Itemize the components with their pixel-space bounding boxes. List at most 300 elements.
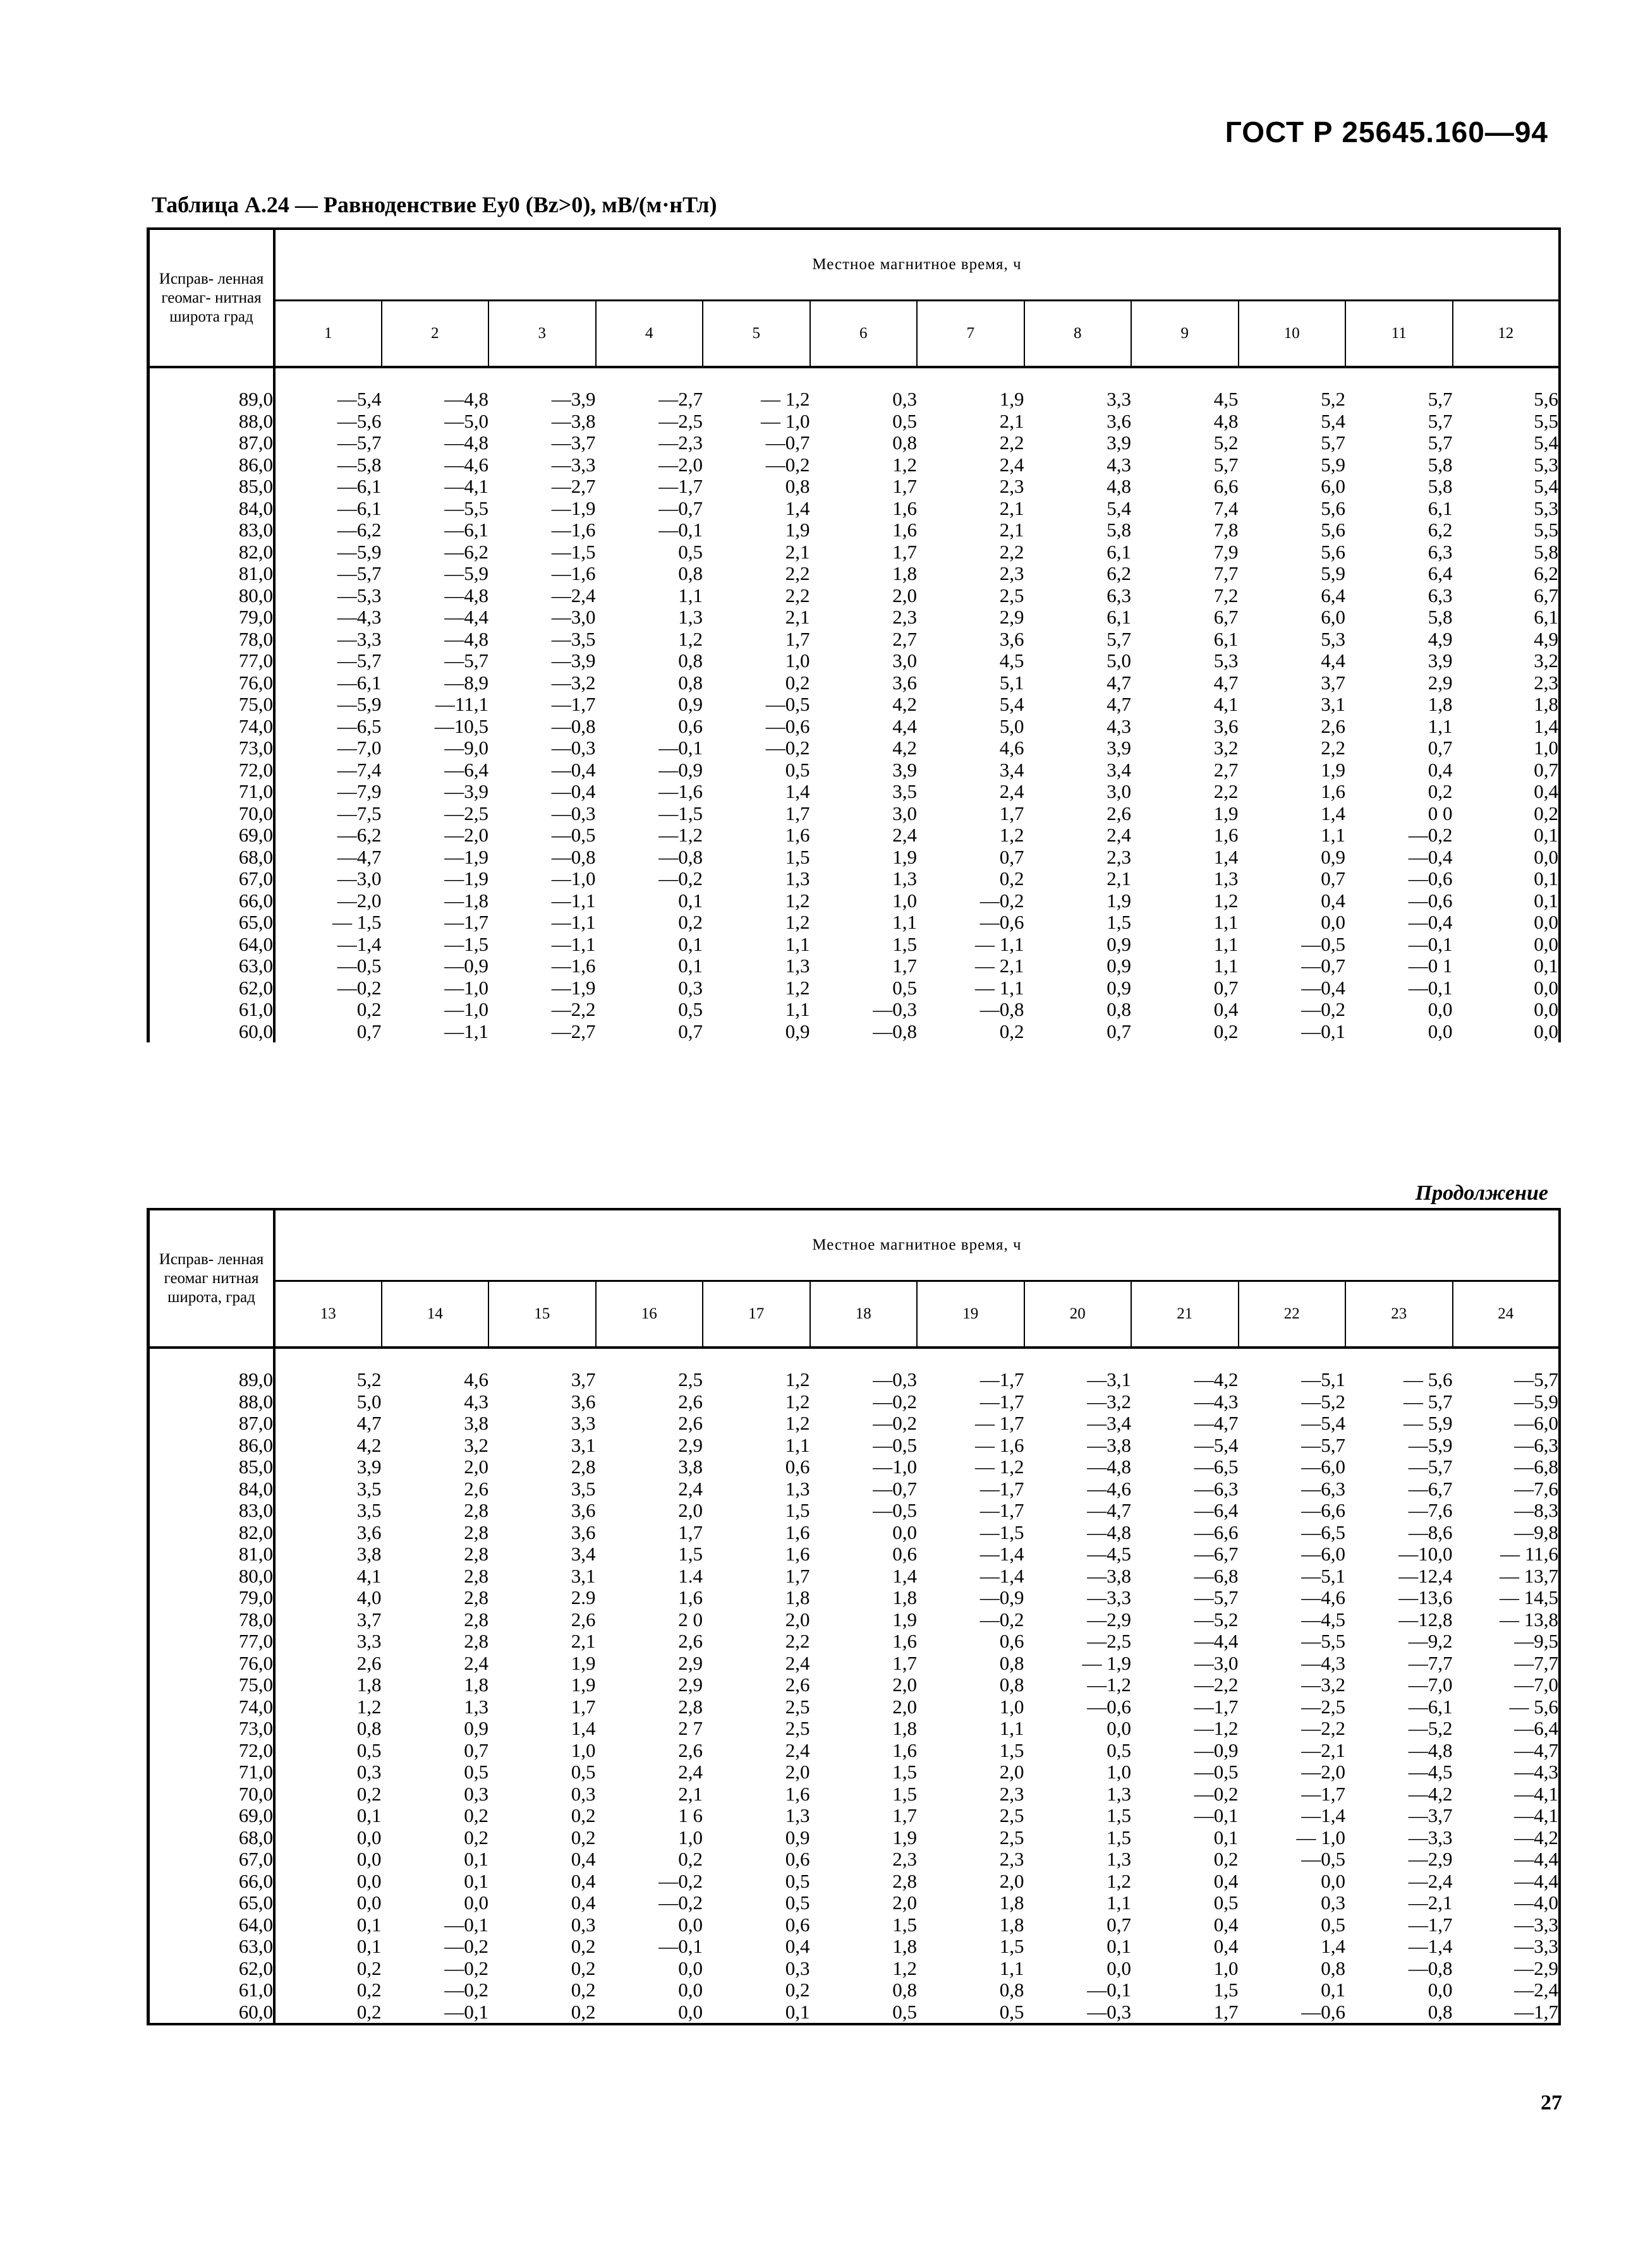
value-cell: 3,5	[356, 1499, 382, 1521]
value-cell: —5,4	[1301, 1412, 1345, 1434]
value-cell: 1,8	[892, 562, 917, 584]
value-cell: 1,6	[892, 497, 917, 519]
value-cell: 2,1	[785, 540, 810, 563]
value-cell: 3,9	[356, 1456, 382, 1478]
value-cell: 1,4	[1453, 716, 1560, 738]
value-cell: 0,8	[999, 1979, 1024, 2001]
value-cell: —3,9	[551, 388, 596, 410]
value-cell: —13,6	[1398, 1586, 1453, 1608]
value-cell: —0,5	[765, 693, 810, 715]
value-cell: 1,7	[999, 802, 1024, 824]
table-row	[149, 1543, 1560, 1565]
table-row	[149, 650, 1560, 672]
value-cell: —2,1	[1301, 1739, 1345, 1761]
value-cell: 2,0	[892, 584, 917, 606]
value-cell: —1,6	[551, 562, 596, 584]
value-cell: 2,0	[999, 1869, 1024, 1892]
value-cell: 2,6	[678, 1739, 703, 1761]
value-cell: 0,8	[1428, 2000, 1453, 2023]
value-cell: —7,9	[337, 780, 382, 802]
value-cell: 3,6	[571, 1390, 596, 1413]
value-cell: 0,1	[1453, 955, 1560, 977]
value-cell: 2,0	[785, 1761, 810, 1783]
value-cell: 0,1	[678, 955, 703, 977]
value-cell: 1,1	[785, 998, 810, 1020]
value-cell: 1,2	[785, 911, 810, 933]
value-cell: —6,5	[1301, 1521, 1345, 1543]
value-cell: 0,2	[356, 2000, 382, 2023]
value-cell: 1,6	[1213, 824, 1239, 846]
value-cell: —2,5	[658, 409, 703, 432]
value-cell: 1,4	[785, 497, 810, 519]
value-cell: —0,1	[658, 519, 703, 541]
value-cell: 0,5	[892, 976, 917, 999]
value-cell: 2,4	[892, 824, 917, 846]
value-cell: 2,4	[678, 1761, 703, 1783]
latitude-cell: 67,0	[149, 1849, 275, 1871]
latitude-cell: 67,0	[149, 868, 275, 890]
value-cell: —2,9	[1453, 1958, 1560, 1980]
value-cell: —5,7	[444, 649, 488, 672]
value-cell: 0,2	[571, 2000, 596, 2023]
value-cell: —4,4	[1453, 1849, 1560, 1871]
value-cell: —2,5	[444, 802, 488, 824]
table-row	[149, 847, 1560, 869]
value-cell: 0,8	[678, 562, 703, 584]
latitude-cell: 62,0	[149, 977, 275, 999]
value-cell: 0,1	[1106, 1935, 1131, 1957]
value-cell: —6,0	[1301, 1543, 1345, 1565]
value-cell: —1,4	[979, 1543, 1024, 1565]
value-cell: —4,8	[1087, 1456, 1131, 1478]
value-cell: —5,9	[444, 562, 488, 584]
value-cell: —0,4	[1408, 911, 1453, 933]
value-cell: 0,8	[678, 649, 703, 672]
table-row	[149, 411, 1560, 433]
value-cell: —0,2	[979, 889, 1024, 912]
value-cell: —0,6	[1301, 2000, 1345, 2023]
value-cell: 5,7	[1106, 627, 1131, 650]
value-cell: 0,7	[1321, 867, 1345, 890]
value-cell: 1,8	[356, 1674, 382, 1696]
value-cell: 1,9	[892, 1608, 917, 1631]
value-cell: 0,1	[1213, 1826, 1239, 1849]
value-cell: 5,1	[999, 671, 1024, 694]
value-cell: 0,0	[1453, 912, 1560, 934]
value-cell: 2,4	[785, 1651, 810, 1674]
value-cell: —0,7	[1301, 955, 1345, 977]
latitude-cell: 83,0	[149, 519, 275, 541]
value-cell: —0,2	[765, 737, 810, 759]
value-cell: — 5,6	[1453, 1696, 1560, 1718]
value-cell: 4,9	[1453, 629, 1560, 651]
value-cell: 1,5	[1106, 1826, 1131, 1849]
table-row	[149, 1958, 1560, 1980]
value-cell: 0,0	[1428, 1020, 1453, 1042]
value-cell: — 1,0	[1296, 1826, 1345, 1849]
value-cell: 2,4	[1106, 824, 1131, 846]
value-cell: 4,6	[999, 737, 1024, 759]
value-cell: —0,5	[1194, 1761, 1239, 1783]
value-cell: —5,2	[1301, 1390, 1345, 1413]
value-cell: 2,3	[892, 1848, 917, 1870]
value-cell: —0,1	[1408, 976, 1453, 999]
value-cell: —9,5	[1453, 1631, 1560, 1653]
table-row	[149, 999, 1560, 1021]
value-cell: —6,7	[1194, 1543, 1239, 1565]
value-cell: 2,0	[999, 1761, 1024, 1783]
value-cell: 0,5	[785, 1869, 810, 1892]
value-cell: 5,6	[1321, 519, 1345, 541]
latitude-cell: 80,0	[149, 585, 275, 607]
value-cell: 0,2	[785, 1979, 810, 2001]
value-cell: —0,1	[658, 737, 703, 759]
value-cell: —3,0	[1194, 1651, 1239, 1674]
value-cell: 0,9	[1321, 845, 1345, 868]
value-cell: —3,1	[1087, 1368, 1131, 1390]
table-row	[149, 1805, 1560, 1827]
value-cell: 0,9	[1106, 976, 1131, 999]
table-row	[149, 977, 1560, 999]
latitude-cell: 75,0	[149, 1674, 275, 1696]
value-cell: —5,7	[1194, 1586, 1239, 1608]
value-cell: —2,7	[658, 388, 703, 410]
value-cell: —0,8	[658, 845, 703, 868]
value-cell: —0,9	[1194, 1739, 1239, 1761]
value-cell: —0,7	[765, 431, 810, 454]
value-cell: —1,4	[979, 1564, 1024, 1587]
value-cell: 1,7	[785, 802, 810, 824]
value-cell: 6,3	[1428, 540, 1453, 563]
value-cell: —4,1	[444, 475, 488, 497]
value-cell: —3,0	[551, 606, 596, 628]
value-cell: —6,7	[1408, 1477, 1453, 1500]
value-cell: 2,8	[464, 1630, 488, 1652]
value-cell: —1,1	[551, 932, 596, 955]
value-cell: —6,1	[444, 519, 488, 541]
value-cell: 2,6	[356, 1651, 382, 1674]
value-cell: 4,6	[464, 1368, 488, 1390]
value-cell: —1,7	[979, 1390, 1024, 1413]
value-cell: —3,9	[444, 780, 488, 802]
value-cell: 1,3	[785, 1477, 810, 1500]
value-cell: 2,7	[1213, 758, 1239, 781]
value-cell: —4,3	[1301, 1651, 1345, 1674]
value-cell: 2,1	[999, 519, 1024, 541]
value-cell: 1,1	[785, 1433, 810, 1456]
value-cell: —0,8	[551, 715, 596, 737]
value-cell: 0,0	[678, 1957, 703, 1979]
value-cell: 5,9	[1321, 453, 1345, 476]
hour-header: 19	[917, 1281, 1024, 1348]
value-cell: 1,4	[571, 1717, 596, 1739]
value-cell: 0,3	[678, 976, 703, 999]
value-cell: 2,3	[999, 1782, 1024, 1805]
value-cell: —2,2	[551, 998, 596, 1020]
data-table	[147, 227, 1561, 1042]
value-cell: —1,6	[551, 955, 596, 977]
value-cell: 6,7	[1213, 606, 1239, 628]
value-cell: 1,2	[785, 889, 810, 912]
table-row	[149, 1478, 1560, 1500]
value-cell: —1,0	[873, 1456, 917, 1478]
table-caption: Таблица А.24 — Равноденствие Ey0 (Bz>0), мВ/(м·нТл)	[152, 192, 717, 217]
value-cell: —3,3	[337, 627, 382, 650]
value-cell: 6,4	[1321, 584, 1345, 606]
value-cell: 5,6	[1321, 540, 1345, 563]
value-cell: 0,7	[1106, 1913, 1131, 1936]
value-cell: —3,3	[1087, 1586, 1131, 1608]
value-cell: 0,1	[1453, 868, 1560, 890]
value-cell: —0,8	[873, 1020, 917, 1042]
value-cell: 3,6	[892, 671, 917, 694]
latitude-cell: 74,0	[149, 1696, 275, 1718]
table-row	[149, 1369, 1560, 1391]
value-cell: 2,3	[999, 475, 1024, 497]
value-cell: —5,3	[337, 584, 382, 606]
value-cell: 4,5	[999, 649, 1024, 672]
value-cell: 3,4	[999, 758, 1024, 781]
value-cell: —2,5	[1301, 1695, 1345, 1718]
value-cell: —6,0	[1301, 1456, 1345, 1478]
value-cell: 1,0	[785, 649, 810, 672]
value-cell: 2,8	[464, 1564, 488, 1587]
table-row	[149, 1021, 1560, 1043]
value-cell: 6,2	[1428, 519, 1453, 541]
latitude-cell: 86,0	[149, 1435, 275, 1457]
value-cell: —0,3	[551, 737, 596, 759]
value-cell: 2,2	[785, 584, 810, 606]
value-cell: 0,2	[464, 1804, 488, 1826]
table-row	[149, 716, 1560, 738]
value-cell: —5,9	[337, 693, 382, 715]
value-cell: 1,0	[892, 889, 917, 912]
value-cell: 1,3	[1106, 1782, 1131, 1805]
value-cell: —6,6	[1301, 1499, 1345, 1521]
latitude-cell: 68,0	[149, 847, 275, 869]
value-cell: —10,0	[1398, 1543, 1453, 1565]
value-cell: 4,7	[1106, 671, 1131, 694]
value-cell: 0,4	[1213, 998, 1239, 1020]
value-cell: 0,0	[678, 1913, 703, 1936]
value-cell: 0,7	[1453, 759, 1560, 781]
latitude-cell: 71,0	[149, 781, 275, 803]
value-cell: —3,9	[551, 649, 596, 672]
hour-header: 6	[810, 301, 918, 368]
value-cell: 3,9	[1106, 737, 1131, 759]
value-cell: —8,9	[444, 671, 488, 694]
value-cell: —3,8	[1087, 1564, 1131, 1587]
hour-header: 18	[810, 1281, 918, 1348]
value-cell: 1,2	[999, 824, 1024, 846]
value-cell: —7,7	[1408, 1651, 1453, 1674]
value-cell: 0,8	[892, 1979, 917, 2001]
value-cell: 0,9	[464, 1717, 488, 1739]
value-cell: 4,0	[356, 1586, 382, 1608]
latitude-cell: 62,0	[149, 1958, 275, 1980]
value-cell: —7,5	[337, 802, 382, 824]
value-cell: 6,1	[1106, 606, 1131, 628]
value-cell: 1,7	[571, 1695, 596, 1718]
value-cell: 1,7	[892, 1804, 917, 1826]
value-cell: 2,3	[999, 1848, 1024, 1870]
value-cell: 7,7	[1213, 562, 1239, 584]
value-cell: 1,4	[892, 1564, 917, 1587]
value-cell: 1,3	[892, 867, 917, 890]
value-cell: — 1,1	[975, 932, 1024, 955]
value-cell: 7,8	[1213, 519, 1239, 541]
value-cell: 0,2	[571, 1957, 596, 1979]
value-cell: —1,7	[1408, 1913, 1453, 1936]
value-cell: 0,3	[571, 1782, 596, 1805]
hours-header-row	[149, 301, 1560, 368]
value-cell: 4,7	[1106, 693, 1131, 715]
value-cell: — 1,6	[975, 1433, 1024, 1456]
value-cell: —1,4	[1301, 1804, 1345, 1826]
value-cell: 5,7	[1428, 431, 1453, 454]
latitude-cell: 64,0	[149, 1914, 275, 1936]
value-cell: 2,1	[1106, 867, 1131, 890]
value-cell: 0,5	[1321, 1913, 1345, 1936]
value-cell: 0,2	[356, 1979, 382, 2001]
value-cell: 1,8	[1428, 693, 1453, 715]
standard-designation: ГОСТ Р 25645.160—94	[1225, 116, 1548, 148]
value-cell: 1,9	[892, 1826, 917, 1849]
value-cell: 2,0	[785, 1608, 810, 1631]
value-cell: 2,6	[571, 1608, 596, 1631]
value-cell: 3,2	[1453, 650, 1560, 672]
value-cell: —0,1	[444, 2000, 488, 2023]
value-cell: 1,4	[1213, 845, 1239, 868]
value-cell: — 1,7	[975, 1412, 1024, 1434]
value-cell: 0,6	[892, 1543, 917, 1565]
value-cell: 5,8	[1428, 475, 1453, 497]
latitude-cell: 89,0	[149, 389, 275, 411]
value-cell: 0,2	[999, 1020, 1024, 1042]
value-cell: 6,2	[1106, 562, 1131, 584]
value-cell: —3,7	[1408, 1804, 1453, 1826]
value-cell: 4,3	[1106, 453, 1131, 476]
latitude-cell: 89,0	[149, 1369, 275, 1391]
hour-header: 9	[1131, 301, 1239, 368]
value-cell: 2,9	[999, 606, 1024, 628]
value-cell: 1,1	[785, 932, 810, 955]
value-cell: 3,8	[678, 1456, 703, 1478]
hours-header-row	[149, 1281, 1560, 1348]
value-cell: —5,2	[1194, 1608, 1239, 1631]
value-cell: 2,0	[678, 1499, 703, 1521]
value-cell: —6,8	[1453, 1456, 1560, 1478]
value-cell: —1,9	[444, 867, 488, 890]
table-row	[149, 694, 1560, 716]
value-cell: —4,5	[1408, 1761, 1453, 1783]
value-cell: 0,0	[1106, 1957, 1131, 1979]
hour-header: 5	[703, 301, 810, 368]
value-cell: 1,2	[1213, 889, 1239, 912]
value-cell: 3,5	[571, 1477, 596, 1500]
value-cell: 0,0	[1428, 1979, 1453, 2001]
value-cell: —4,6	[1301, 1586, 1345, 1608]
latitude-cell: 60,0	[149, 1021, 275, 1043]
value-cell: —2,0	[337, 889, 382, 912]
value-cell: 2,0	[464, 1456, 488, 1478]
value-cell: —4,1	[1453, 1783, 1560, 1806]
value-cell: 0,6	[785, 1913, 810, 1936]
value-cell: 0,2	[571, 1979, 596, 2001]
value-cell: —0,6	[1408, 889, 1453, 912]
value-cell: 0,7	[678, 1020, 703, 1042]
value-cell: 1,1	[999, 1717, 1024, 1739]
value-cell: —4,3	[1194, 1390, 1239, 1413]
value-cell: —4,8	[444, 388, 488, 410]
value-cell: 4,8	[1106, 475, 1131, 497]
value-cell: 2,6	[1321, 715, 1345, 737]
value-cell: 0,0	[1321, 911, 1345, 933]
latitude-cell: 71,0	[149, 1761, 275, 1783]
value-cell: 1,7	[785, 1564, 810, 1587]
value-cell: —2,4	[551, 584, 596, 606]
value-cell: 1,7	[1213, 2000, 1239, 2023]
value-cell: 0,6	[785, 1848, 810, 1870]
value-cell: 0,3	[785, 1957, 810, 1979]
value-cell: —0,2	[979, 1608, 1024, 1631]
value-cell: —0,8	[551, 845, 596, 868]
hour-header: 17	[703, 1281, 810, 1348]
value-cell: —1,9	[551, 976, 596, 999]
value-cell: 1,3	[785, 1804, 810, 1826]
latitude-cell: 87,0	[149, 1413, 275, 1435]
value-cell: 0,9	[1106, 932, 1131, 955]
table-row	[149, 1435, 1560, 1457]
latitude-cell: 70,0	[149, 803, 275, 825]
value-cell: 0,6	[999, 1630, 1024, 1652]
value-cell: 0,2	[678, 911, 703, 933]
latitude-cell: 66,0	[149, 1871, 275, 1893]
value-cell: 0,0	[356, 1869, 382, 1892]
value-cell: 6,6	[1213, 475, 1239, 497]
value-cell: —0,4	[551, 780, 596, 802]
value-cell: —3,4	[1087, 1412, 1131, 1434]
value-cell: —7,7	[1453, 1653, 1560, 1675]
value-cell: 5,8	[1428, 606, 1453, 628]
value-cell: 3,9	[892, 758, 917, 781]
value-cell: —6,6	[1194, 1521, 1239, 1543]
value-cell: 1,9	[571, 1674, 596, 1696]
value-cell: 3,7	[571, 1368, 596, 1390]
value-cell: —3,8	[551, 409, 596, 432]
value-cell: —1,7	[551, 693, 596, 715]
value-cell: 0,2	[356, 1957, 382, 1979]
value-cell: 0,4	[1321, 889, 1345, 912]
value-cell: 0,4	[1213, 1869, 1239, 1892]
value-cell: —4,1	[1453, 1805, 1560, 1827]
value-cell: 2,1	[678, 1782, 703, 1805]
value-cell: —5,2	[1408, 1717, 1453, 1739]
value-cell: —6,5	[337, 715, 382, 737]
value-cell: —1,5	[551, 540, 596, 563]
table-hours-1-12	[147, 227, 1561, 1042]
value-cell: 1,6	[678, 1586, 703, 1608]
value-cell: 3,6	[571, 1521, 596, 1543]
value-cell: —6,1	[337, 671, 382, 694]
value-cell: 3,5	[892, 780, 917, 802]
value-cell: 2,9	[678, 1651, 703, 1674]
latitude-cell: 72,0	[149, 1740, 275, 1762]
value-cell: 0,5	[678, 998, 703, 1020]
value-cell: 0,5	[892, 409, 917, 432]
value-cell: 0,7	[1106, 1020, 1131, 1042]
value-cell: —1,7	[444, 911, 488, 933]
